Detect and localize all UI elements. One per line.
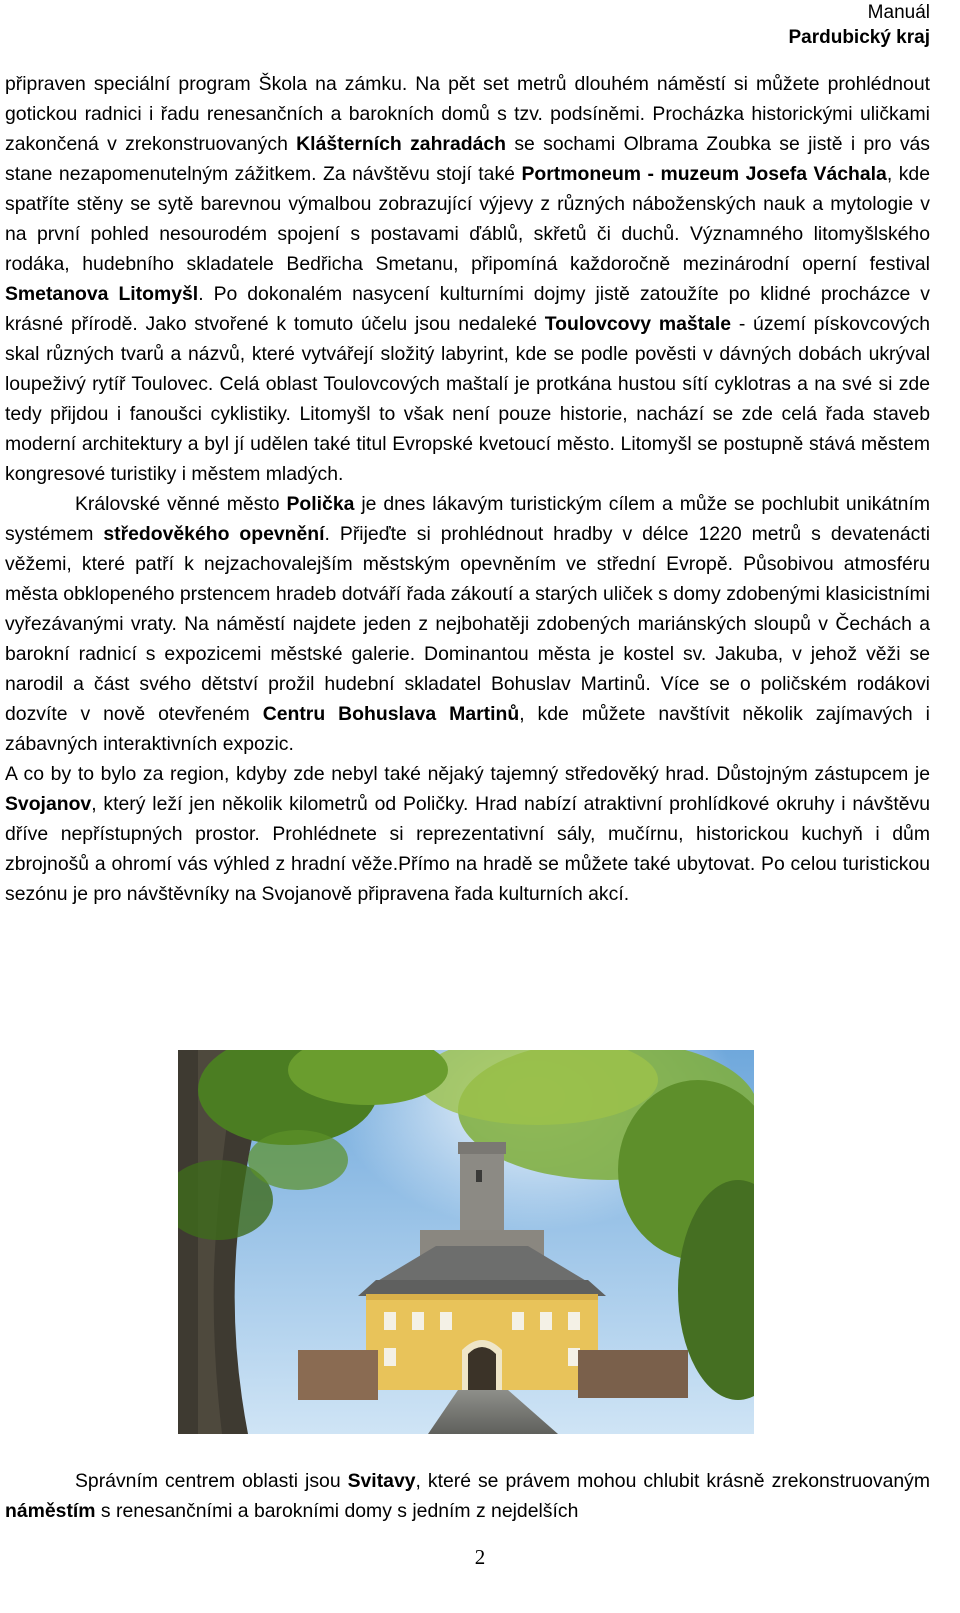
paragraph: [5, 489, 930, 759]
paragraph: [5, 759, 930, 909]
bold-term: Smetanova Litomyšl: [5, 283, 199, 305]
header-region-label: Pardubický kraj: [788, 27, 930, 48]
bold-term: středověkého opevnění: [103, 523, 325, 545]
body-text-upper: [5, 69, 930, 909]
text-run: Správním centrem oblasti jsou: [75, 1470, 348, 1492]
text-run: , kde můžete navštívit několik zajímavých i zábavných interaktivních expozic.: [5, 703, 930, 755]
text-run: se sochami Olbrama Zoubka se jistě i pro vás stane nezapomenutelným zážitkem. Za návštěvu stojí také: [5, 133, 931, 185]
text-run: je dnes lákavým turistickým cílem a může se pochlubit unikátním systémem: [5, 493, 930, 545]
svojanov-castle-photo: [178, 1050, 754, 1434]
bold-term: Centru Bohuslava Martinů: [262, 703, 520, 725]
bold-term: Klášterních zahradách: [296, 133, 507, 155]
text-run: - území pískovcových skal různých tvarů a názvů, které vytvářejí složitý labyrint, kde se podle pověsti v dávných dobách ukrýval loupeživý rytíř Toulovec. Celá oblast Toulovcových maštalí je protkána hustou sítí cyklotras a na své si zde tedy přijdou i fanoušci cyklistiky. Litomyšl to však není pouze historie, nachází se zde celá řada staveb moderní architektury a byl jí udělen také titul Evropské kvetoucí město. Litomyšl se postupně stává městem kongresové turistiky i městem mladých.: [5, 313, 930, 485]
text-run: Královské věnné město: [75, 493, 287, 515]
text-run: , kde spatříte stěny se sytě barevnou výmalbou zobrazující výjevy z různých náboženských nauk a mytologie v na první pohled nesourodém spojení s postavami ďáblů, skřetů či duchů. Významného litomyšlského rodáka, hudebního skladatele Bedřicha Smetanu, připomíná každoročně mezinárodní operní festival: [5, 163, 931, 275]
bold-term: náměstím: [5, 1500, 96, 1522]
running-header: [788, 0, 930, 50]
text-run: . Přijeďte si prohlédnout hradby v délce 1220 metrů s devatenácti věžemi, které patří k nejzachovalejším městským opevněním ve střední Evropě. Působivou atmosféru města obklopeného prstencem hradeb dotváří řada zákoutí a starých uliček s domy zdobenými klasicistními vyřezávanými vraty. Na náměstí najdete jeden z nejbohatěji zdobených mariánských sloupů v Čechách a barokní radnicí s expozicemi městské galerie. Dominantou města je kostel sv. Jakuba, v jehož věži se narodil a část svého dětství prožil hudební skladatel Bohuslav Martinů. Více se o poličském rodákovi dozvíte v nově otevřeném: [5, 523, 931, 725]
text-run: , který leží jen několik kilometrů od Poličky. Hrad nabízí atraktivní prohlídkové okruhy i návštěvu dříve nepřístupných prostor. Prohlédnete si reprezentativní sály, mučírnu, historickou kuchyň i dům zbrojnošů a ohromí vás výhled z hradní věže.Přímo na hradě se můžete také ubytovat. Po celou turistickou sezónu je pro návštěvníky na Svojanově připravena řada kulturních akcí.: [5, 793, 930, 905]
page-number: 2: [474, 1545, 486, 1569]
header-manual-label: Manuál: [867, 2, 930, 23]
bold-term: Portmoneum - muzeum Josefa Váchala: [521, 163, 887, 185]
text-run: , které se právem mohou chlubit krásně zrekonstruovaným: [415, 1470, 930, 1492]
bold-term: Toulovcovy maštale: [544, 313, 732, 335]
bold-term: Polička: [286, 493, 355, 515]
bold-term: Svitavy: [347, 1470, 416, 1492]
bold-term: Svojanov: [5, 793, 92, 815]
text-run: s renesančními a barokními domy s jedním z nejdelších: [95, 1500, 579, 1522]
paragraph: [5, 69, 930, 489]
paragraph: [5, 1466, 930, 1526]
text-run: A co by to bylo za region, kdyby zde nebyl také nějaký tajemný středověký hrad. Důstojným zástupcem je: [5, 763, 930, 785]
text-run: připraven speciální program Škola na zámku. Na pět set metrů dlouhém náměstí si můžete prohlédnout gotickou radnici i řadu renesančních a barokních domů s tzv. podsíněmi. Procházka historickými uličkami zakončená v zrekonstruovaných: [5, 73, 930, 155]
text-run: . Po dokonalém nasycení kulturními dojmy jistě zatoužíte po klidné procházce v krásné přírodě. Jako stvořené k tomuto účelu jsou nedaleké: [5, 283, 931, 335]
body-text-lower: [5, 1466, 930, 1526]
